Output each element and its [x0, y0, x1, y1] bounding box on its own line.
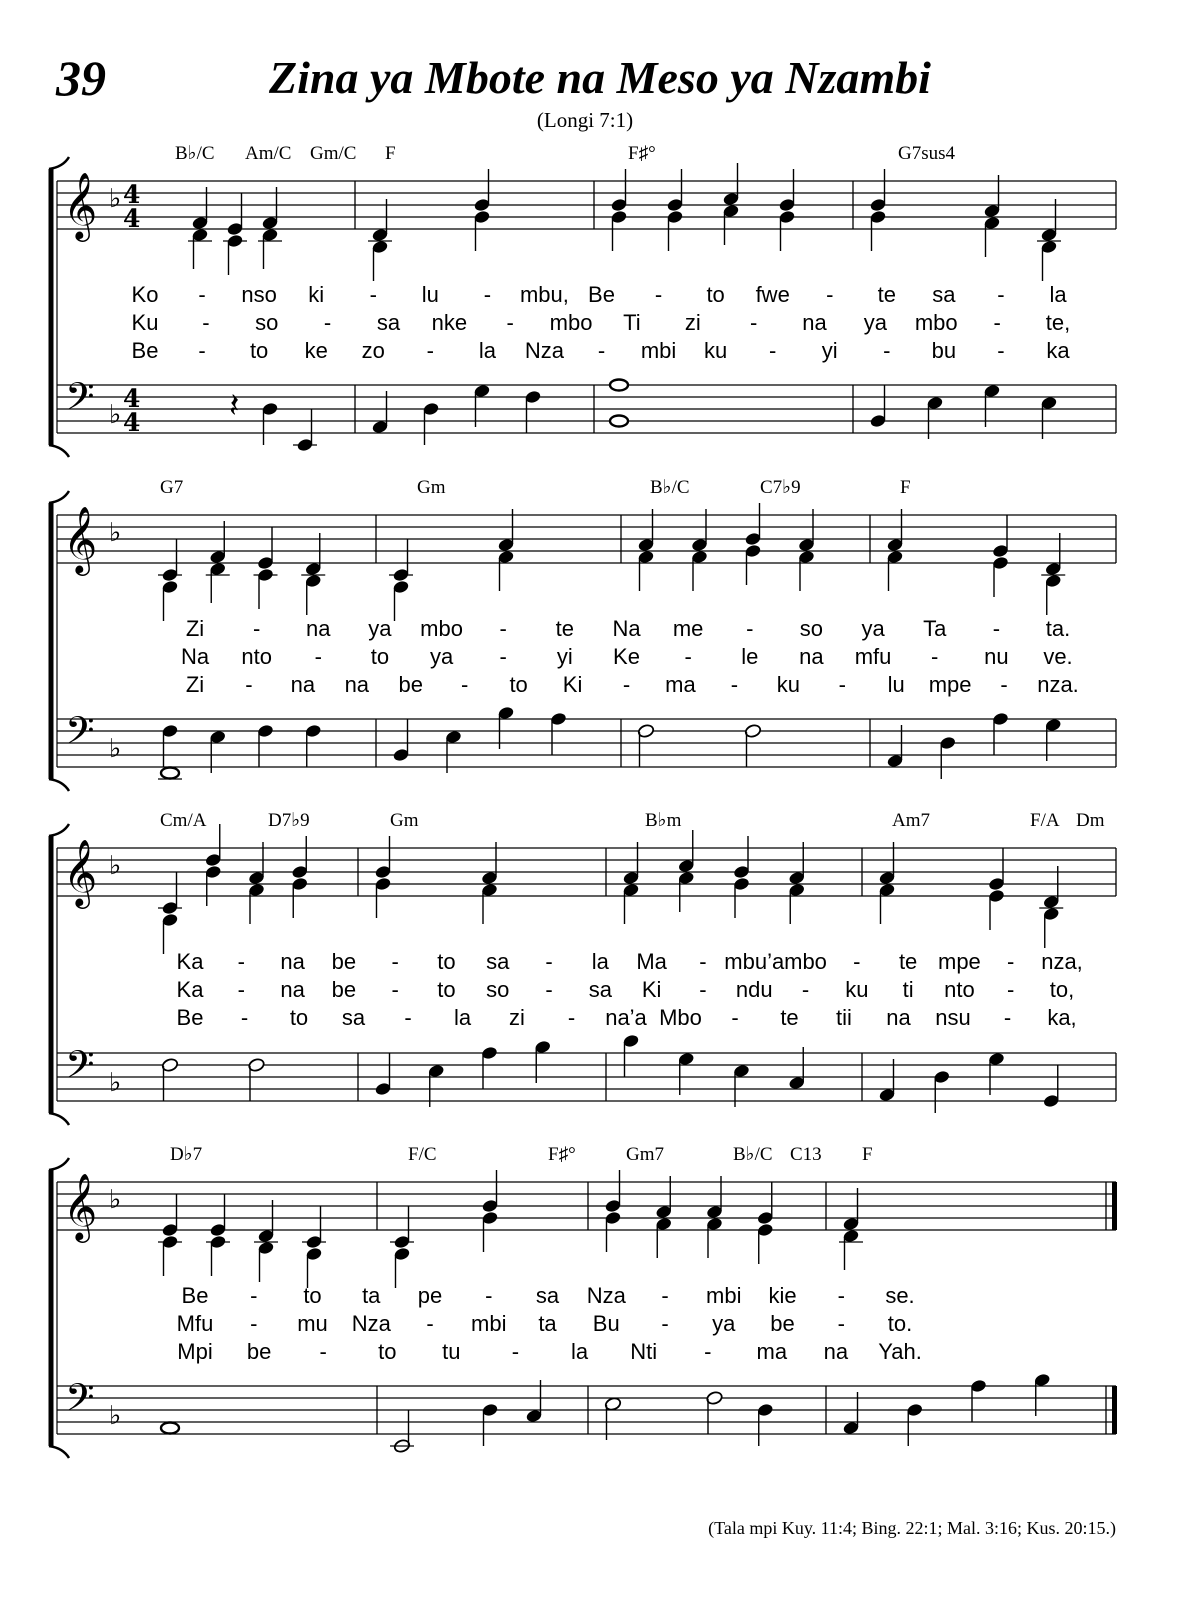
lyric-syllable: Be	[588, 282, 615, 307]
lyric-hyphen: -	[202, 310, 210, 335]
lyric-syllable: ti	[902, 977, 914, 1002]
lyric-syllable: mbi	[706, 1283, 742, 1308]
lyric-syllable: Bu	[592, 1311, 620, 1336]
lyric-syllable: to	[303, 1283, 322, 1308]
lyric-syllable: nto	[944, 977, 975, 1002]
lyric-syllable: na	[290, 672, 316, 697]
lyric-syllable: la	[478, 338, 496, 363]
lyric-syllable: ke	[304, 338, 328, 363]
lyric-hyphen: -	[997, 282, 1005, 307]
lyric-syllable: ya	[368, 616, 392, 641]
chord-symbol: Am7	[892, 810, 930, 831]
bracket-hook	[49, 779, 69, 791]
lyric-syllable: to	[437, 977, 456, 1002]
lyric-syllable: le	[741, 644, 759, 669]
lyric-syllable: Ki	[641, 977, 662, 1002]
chord-symbol: B♭m	[645, 810, 682, 831]
lyric-syllable: nu	[984, 644, 1009, 669]
lyric-hyphen: -	[426, 1311, 434, 1336]
lyric-hyphen: -	[731, 1005, 739, 1030]
chord-symbol: C7♭9	[760, 477, 801, 498]
lyric-syllable: mfu	[854, 644, 892, 669]
lyric-syllable: Ki	[562, 672, 583, 697]
chord-symbol: F/A	[1030, 810, 1060, 831]
hymn-title: Zina ya Mbote na Meso ya Nzambi	[269, 52, 931, 103]
lyric-hyphen: -	[1007, 977, 1015, 1002]
treble-staff	[57, 181, 1116, 229]
treble-clef: 𝄞	[63, 1172, 98, 1240]
lyric-syllable: ndu	[735, 977, 773, 1002]
lyric-syllable: tii	[836, 1005, 852, 1030]
lyric-syllable: ya	[863, 310, 888, 335]
chord-symbol: Cm/A	[160, 810, 207, 831]
lyric-hyphen: -	[237, 949, 245, 974]
flat-key-signature: ♭	[109, 184, 122, 214]
lyric-syllable: na	[823, 1339, 849, 1364]
chord-symbol: Am/C	[245, 143, 292, 164]
lyric-syllable: zo	[361, 338, 385, 363]
lyric-syllable: mbu’a	[724, 949, 785, 974]
chord-symbol: C13	[790, 1144, 822, 1165]
lyric-hyphen: -	[499, 616, 507, 641]
lyric-syllable: Ko	[131, 282, 159, 307]
lyric-syllable: ve.	[1043, 644, 1073, 669]
lyric-syllable: yi	[821, 338, 838, 363]
lyric-hyphen: -	[404, 1005, 412, 1030]
lyric-syllable: Zi	[185, 616, 205, 641]
bass-clef: 𝄢	[65, 1042, 95, 1096]
lyric-syllable: ku	[845, 977, 869, 1002]
bass-clef: 𝄢	[65, 1375, 95, 1429]
lyric-hyphen: -	[992, 616, 1001, 641]
lyric-hyphen: -	[240, 1005, 249, 1030]
lyric-syllable: to	[249, 338, 269, 363]
lyric-syllable: Mpi	[177, 1339, 213, 1364]
lyric-hyphen: -	[323, 310, 332, 335]
lyric-hyphen: -	[314, 644, 322, 669]
bracket-hook	[49, 1158, 69, 1170]
lyric-hyphen: -	[838, 672, 846, 697]
lyric-syllable: te,	[1045, 310, 1071, 335]
lyric-syllable: Be	[176, 1005, 204, 1030]
chord-symbol: F♯°	[628, 143, 656, 164]
lyric-syllable: mpe	[938, 949, 981, 974]
lyric-syllable: nza,	[1041, 949, 1083, 974]
chord-symbol: B♭/C	[175, 143, 215, 164]
lyric-hyphen: -	[684, 644, 692, 669]
lyric-syllable: nsu	[935, 1005, 971, 1030]
lyric-syllable: lu	[887, 672, 905, 697]
time-signature-top: 4	[123, 384, 141, 413]
lyric-syllable: Nza	[586, 1283, 626, 1308]
lyric-syllable: so	[799, 616, 824, 641]
lyric-hyphen: -	[654, 282, 663, 307]
lyric-syllable: ma	[665, 672, 696, 697]
lyric-syllable: Na	[612, 616, 641, 641]
lyric-hyphen: -	[699, 949, 707, 974]
lyric-syllable: so	[255, 310, 279, 335]
lyric-syllable: Nza	[524, 338, 564, 363]
chord-symbol: D7♭9	[268, 810, 310, 831]
lyric-syllable: na	[886, 1005, 911, 1030]
chord-symbol: F	[900, 477, 911, 498]
lyric-hyphen: -	[1000, 672, 1008, 697]
lyric-hyphen: -	[622, 672, 631, 697]
lyric-syllable: to,	[1049, 977, 1075, 1002]
lyric-syllable: sa	[588, 977, 612, 1002]
lyric-syllable: fwe	[755, 282, 790, 307]
lyric-hyphen: -	[506, 310, 514, 335]
lyric-syllable: be	[331, 949, 357, 974]
chord-symbol: F♯°	[548, 1144, 576, 1165]
flat-key-signature: ♭	[109, 1068, 122, 1098]
lyric-syllable: pe	[417, 1283, 443, 1308]
lyric-syllable: te	[898, 949, 918, 974]
lyric-syllable: bu	[931, 338, 957, 363]
lyric-hyphen: -	[883, 338, 891, 363]
lyric-hyphen: -	[853, 949, 861, 974]
lyric-syllable: Ku	[131, 310, 159, 335]
lyric-syllable: mpe	[928, 672, 972, 697]
treble-clef: 𝄞	[63, 505, 98, 573]
chord-symbol: G7sus4	[898, 143, 956, 164]
bass-whole-note	[161, 768, 179, 779]
treble-staff	[57, 1182, 1116, 1230]
lyric-syllable: so	[486, 977, 510, 1002]
lyric-hyphen: -	[826, 282, 834, 307]
lyric-hyphen: -	[730, 672, 739, 697]
lyric-syllable: mbo	[549, 310, 593, 335]
lyric-hyphen: -	[369, 282, 377, 307]
chord-symbol: G7	[160, 477, 184, 498]
lyric-hyphen: -	[198, 282, 206, 307]
lyric-syllable: to	[509, 672, 528, 697]
lyric-syllable: ta	[538, 1311, 557, 1336]
lyric-syllable: ta.	[1045, 616, 1071, 641]
lyric-syllable: nza.	[1037, 672, 1079, 697]
lyric-syllable: sa	[341, 1005, 366, 1030]
cross-references: (Tala mpi Kuy. 11:4; Bing. 22:1; Mal. 3:16; Kus. 20:15.)	[708, 1518, 1116, 1538]
lyric-syllable: sa	[932, 282, 956, 307]
flat-key-signature: ♭	[109, 734, 122, 764]
lyric-hyphen: -	[545, 977, 553, 1002]
lyric-syllable: la	[453, 1005, 472, 1030]
lyric-hyphen: -	[198, 338, 206, 363]
lyric-hyphen: -	[699, 977, 707, 1002]
lyric-syllable: mu	[297, 1311, 328, 1336]
lyric-syllable: ya	[429, 644, 454, 669]
lyric-hyphen: -	[997, 338, 1005, 363]
bass-staff	[57, 1386, 1116, 1434]
scripture-reference: (Longi 7:1)	[536, 108, 634, 132]
lyric-syllable: be	[770, 1311, 795, 1336]
chord-symbol: Dm	[1076, 810, 1105, 831]
chord-symbol: D♭7	[170, 1144, 203, 1165]
lyric-syllable: Ta	[923, 616, 947, 641]
lyric-hyphen: -	[485, 1283, 493, 1308]
lyric-hyphen: -	[319, 1339, 327, 1364]
lyric-syllable: ya	[712, 1311, 736, 1336]
lyric-syllable: te	[877, 282, 896, 307]
hymn-number: 39	[56, 50, 106, 106]
time-signature-top: 4	[123, 180, 141, 209]
lyric-syllable: zi	[509, 1005, 525, 1030]
lyric-syllable: to	[706, 282, 725, 307]
flat-key-signature: ♭	[109, 851, 122, 881]
lyric-syllable: sa	[535, 1283, 560, 1308]
lyric-syllable: la	[1049, 282, 1067, 307]
lyric-syllable: to.	[887, 1311, 913, 1336]
lyric-hyphen: -	[426, 338, 434, 363]
lyric-syllable: ya	[861, 616, 885, 641]
lyric-hyphen: -	[499, 644, 507, 669]
quarter-rest: 𝄽	[229, 386, 240, 426]
lyric-hyphen: -	[1003, 1005, 1012, 1030]
lyric-hyphen: -	[237, 977, 245, 1002]
bracket-hook	[49, 824, 69, 836]
flat-key-signature: ♭	[109, 518, 122, 548]
lyric-syllable: ma	[756, 1339, 788, 1364]
lyric-hyphen: -	[661, 1311, 669, 1336]
lyric-syllable: to	[370, 644, 390, 669]
lyric-syllable: to	[289, 1005, 309, 1030]
lyric-hyphen: -	[750, 310, 758, 335]
bass-staff	[57, 1053, 1116, 1101]
lyric-hyphen: -	[704, 1339, 712, 1364]
lyric-syllable: be	[398, 672, 423, 697]
lyric-hyphen: -	[567, 1005, 576, 1030]
lyric-hyphen: -	[245, 672, 253, 697]
lyric-syllable: ta	[362, 1283, 381, 1308]
lyric-syllable: nto	[241, 644, 272, 669]
lyric-syllable: Nza	[351, 1311, 391, 1336]
lyric-syllable: mbu,	[519, 282, 569, 307]
lyric-syllable: kie	[768, 1283, 797, 1308]
bass-whole-note	[610, 416, 628, 427]
lyric-syllable: ka,	[1047, 1005, 1077, 1030]
lyric-hyphen: -	[746, 616, 754, 641]
bass-staff	[57, 719, 1116, 767]
final-barline	[1112, 1386, 1117, 1434]
lyric-hyphen: -	[801, 977, 810, 1002]
bracket-hook	[49, 1446, 69, 1458]
chord-symbol: F	[385, 143, 396, 164]
lyric-syllable: Zi	[185, 672, 205, 697]
treble-clef: 𝄞	[63, 838, 98, 906]
lyric-syllable: Be	[181, 1283, 209, 1308]
lyric-syllable: to	[437, 949, 456, 974]
lyric-hyphen: -	[511, 1339, 520, 1364]
lyric-syllable: tu	[442, 1339, 461, 1364]
lyric-syllable: Ka	[176, 949, 204, 974]
lyric-hyphen: -	[250, 1283, 258, 1308]
lyric-syllable: na	[280, 977, 305, 1002]
lyric-syllable: be	[331, 977, 357, 1002]
lyric-hyphen: -	[483, 282, 492, 307]
chord-symbol: B♭/C	[733, 1144, 773, 1165]
lyric-syllable: Na	[180, 644, 210, 669]
chord-symbol: Gm7	[626, 1144, 664, 1165]
lyric-hyphen: -	[252, 616, 261, 641]
time-signature-bottom: 4	[123, 408, 141, 437]
lyric-syllable: sa	[486, 949, 510, 974]
bass-clef: 𝄢	[65, 374, 95, 428]
lyric-hyphen: -	[837, 1311, 845, 1336]
lyric-syllable: la	[591, 949, 609, 974]
chord-symbol: Gm	[417, 477, 446, 498]
chord-symbol: F	[862, 1144, 873, 1165]
lyric-syllable: na	[280, 949, 305, 974]
lyric-hyphen: -	[769, 338, 777, 363]
lyric-syllable: yi	[556, 644, 573, 669]
lyric-syllable: Ka	[176, 977, 204, 1002]
lyric-syllable: zi	[684, 310, 701, 335]
lyric-syllable: ka	[1046, 338, 1070, 363]
lyric-hyphen: -	[597, 338, 606, 363]
lyric-syllable: lu	[421, 282, 439, 307]
lyric-syllable: Mbo	[659, 1005, 702, 1030]
lyric-hyphen: -	[391, 949, 399, 974]
chord-symbol: Gm	[390, 810, 419, 831]
bracket-hook	[49, 157, 69, 169]
lyric-hyphen: -	[1007, 949, 1015, 974]
lyric-syllable: na	[306, 616, 331, 641]
lyric-syllable: nso	[241, 282, 277, 307]
lyric-syllable: ku	[776, 672, 800, 697]
lyric-syllable: Ke	[613, 644, 640, 669]
lyric-syllable: nke	[431, 310, 468, 335]
lyric-syllable: Nti	[630, 1339, 658, 1364]
lyric-syllable: Mfu	[176, 1311, 214, 1336]
chord-symbol: B♭/C	[650, 477, 690, 498]
lyric-syllable: be	[246, 1339, 272, 1364]
bracket-hook	[49, 1113, 69, 1125]
final-barline	[1112, 1182, 1117, 1230]
lyric-syllable: na	[344, 672, 370, 697]
lyric-hyphen: -	[545, 949, 553, 974]
lyric-syllable: Yah.	[878, 1339, 922, 1364]
bracket-hook	[49, 445, 69, 457]
lyric-hyphen: -	[461, 672, 469, 697]
lyric-hyphen: -	[837, 1283, 845, 1308]
flat-key-signature: ♭	[109, 1185, 122, 1215]
lyric-syllable: se.	[885, 1283, 915, 1308]
lyric-syllable: me	[672, 616, 704, 641]
lyric-hyphen: -	[993, 310, 1001, 335]
lyric-syllable: ku	[704, 338, 728, 363]
lyric-hyphen: -	[250, 1311, 258, 1336]
lyric-hyphen: -	[931, 644, 939, 669]
lyric-syllable: mbo	[914, 310, 958, 335]
lyric-syllable: te	[780, 1005, 799, 1030]
lyric-hyphen: -	[391, 977, 399, 1002]
lyric-syllable: sa	[376, 310, 401, 335]
lyric-syllable: la	[570, 1339, 589, 1364]
flat-key-signature: ♭	[109, 1401, 122, 1431]
chord-symbol: Gm/C	[310, 143, 357, 164]
bass-clef: 𝄢	[65, 708, 95, 762]
lyric-syllable: to	[378, 1339, 397, 1364]
lyric-syllable: Ti	[623, 310, 641, 335]
lyric-syllable: mbo	[784, 949, 827, 974]
lyric-hyphen: -	[661, 1283, 669, 1308]
lyric-syllable: Be	[131, 338, 159, 363]
bass-whole-note	[161, 1423, 179, 1434]
chord-symbol: F/C	[408, 1144, 437, 1165]
lyric-syllable: mbo	[420, 616, 463, 641]
time-signature-bottom: 4	[123, 204, 141, 233]
flat-key-signature: ♭	[109, 400, 122, 430]
lyric-syllable: Ma	[636, 949, 667, 974]
lyric-syllable: na’a	[605, 1005, 647, 1030]
bracket-hook	[49, 491, 69, 503]
treble-clef: 𝄞	[63, 171, 98, 239]
lyric-syllable: ki	[308, 282, 325, 307]
lyric-syllable: mbi	[640, 338, 677, 363]
lyric-syllable: mbi	[471, 1311, 507, 1336]
lyric-syllable: na	[799, 644, 824, 669]
lyric-syllable: na	[802, 310, 827, 335]
bass-staff	[57, 385, 1116, 433]
bass-whole-note	[610, 380, 628, 391]
lyric-syllable: te	[555, 616, 575, 641]
